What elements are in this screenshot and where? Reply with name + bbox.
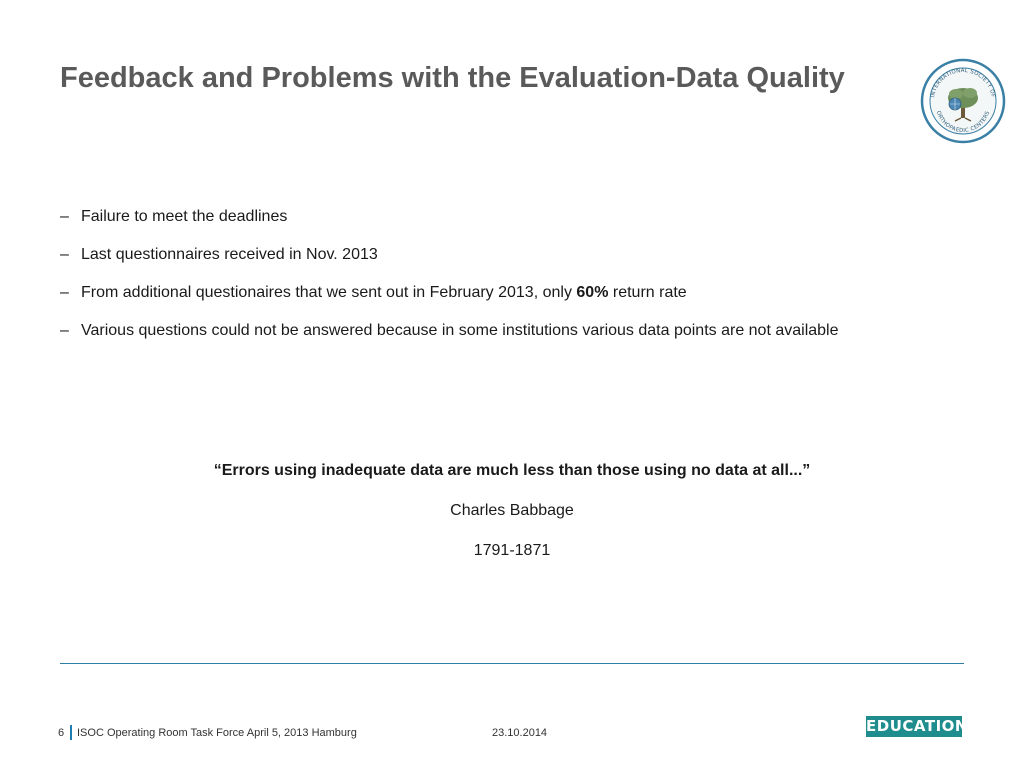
svg-text:ORTHOPAEDIC CENTERS: ORTHOPAEDIC CENTERS <box>934 110 992 135</box>
footer-separator <box>70 725 72 740</box>
bullet-text-after: return rate <box>608 284 687 301</box>
slide-title: Feedback and Problems with the Evaluation-Data Quality <box>60 62 845 94</box>
education-badge: EDUCATION <box>866 717 968 735</box>
bullet-text: Various questions could not be answered because in some institutions various data points are not available <box>81 322 839 339</box>
bullet-text-before: From additional questionaires that we sent out in February 2013, only <box>81 284 577 301</box>
bullet-text: Last questionnaires received in Nov. 2013 <box>81 246 378 263</box>
bullet-list <box>60 204 940 356</box>
footer-event-info: ISOC Operating Room Task Force April 5, 2013 Hamburg <box>77 727 357 739</box>
bullet-text: Failure to meet the deadlines <box>81 208 288 225</box>
svg-text:INTERNATIONAL SOCIETY OF: INTERNATIONAL SOCIETY OF <box>930 67 996 99</box>
bullet-dash: – <box>60 246 69 263</box>
bullet-dash: – <box>60 208 69 225</box>
isoc-seal-icon <box>920 58 1006 144</box>
quote-author-years: 1791-1871 <box>473 542 551 559</box>
bullet-item <box>60 242 940 267</box>
quote-author: Charles Babbage <box>450 502 574 519</box>
bullet-dash: – <box>60 322 69 339</box>
quote-block <box>0 459 1024 563</box>
bullet-item <box>60 204 940 229</box>
footer-divider <box>60 663 964 664</box>
quote-text: “Errors using inadequate data are much less than those using no data at all...” <box>213 462 811 479</box>
page-number: 6 <box>58 727 65 739</box>
bullet-item <box>60 280 940 305</box>
return-rate-value: 60% <box>576 284 609 301</box>
footer-date: 23.10.2014 <box>492 727 548 739</box>
bullet-dash: – <box>60 284 69 301</box>
bullet-item <box>60 318 940 343</box>
